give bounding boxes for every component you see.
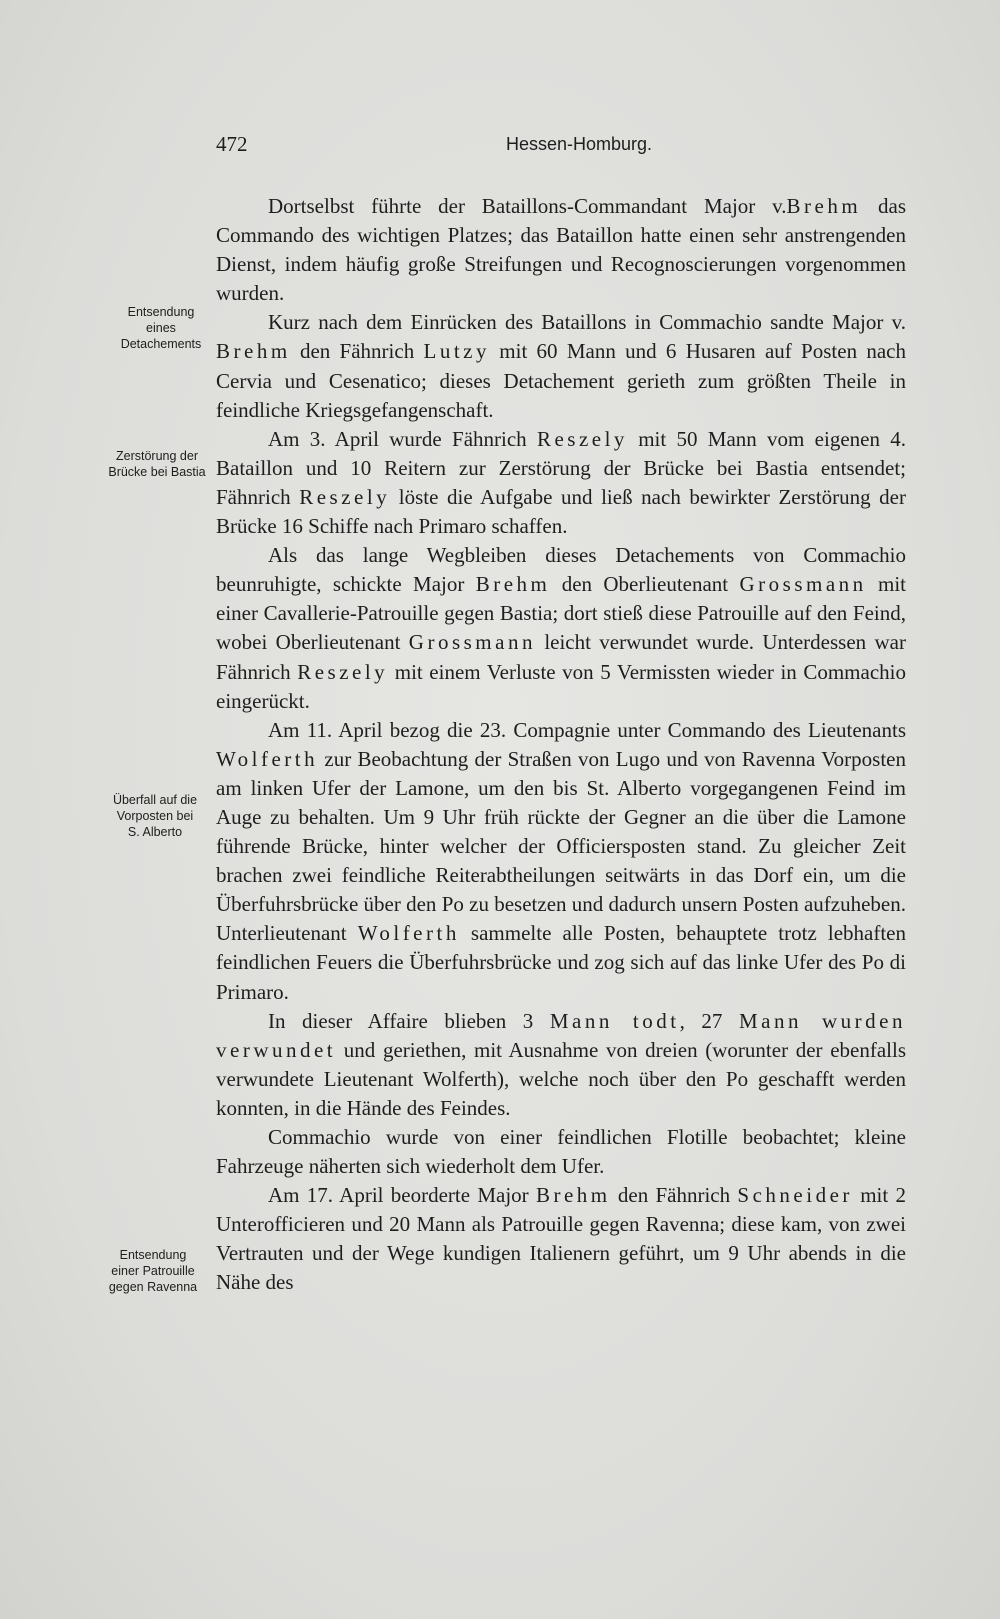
spaced-name: Reszely	[297, 659, 389, 684]
text-run: das Commando des wichtigen Platzes; das Bataillon hatte einen sehr anstrengenden Dienst, indem häufig große Streifungen und Recognoscierungen vorgenommen wurden.	[216, 194, 906, 306]
body-text	[216, 192, 906, 1298]
spaced-name: Brehm	[786, 194, 862, 218]
margin-note-line: Detachements	[120, 337, 202, 351]
page-header	[216, 132, 906, 162]
spaced-text: Mann todt	[549, 1008, 680, 1033]
text-run: , 27	[679, 1008, 739, 1033]
spaced-name: Schneider	[737, 1183, 853, 1208]
margin-note-entsendung-patrouille	[92, 1247, 214, 1295]
text-run: mit 2 Unterofficieren und 20 Mann als Patrouille gegen Ravenna; diese kam, von zwei Vertrauten und der Wege kundigen Italienern geführt, um 9 Uhr abends in die Nähe des	[216, 1183, 906, 1295]
paragraph-4	[216, 541, 906, 716]
page-number: 472	[216, 132, 248, 156]
spaced-name: Lutzy	[423, 339, 490, 364]
text-run: mit einem Verluste von 5 Vermissten wieder in Commachio eingerückt.	[216, 659, 906, 713]
text-run: den Oberlieutenant	[550, 572, 740, 597]
spaced-text: Mann wurden verwundet	[216, 1008, 906, 1062]
text-run: Als das lange Wegbleiben dieses Detachements von Commachio beunruhigte, schickte Major	[216, 543, 906, 597]
text-run: mit 60 Mann und 6 Husaren auf Posten nach Cervia und Cesenatico; dieses Detachement gerieth zum größten Theile in feindliche Kriegsgefangenschaft.	[216, 339, 906, 422]
spaced-name: Brehm	[535, 1183, 611, 1208]
text-run: Am 3. April wurde Fähnrich	[268, 426, 537, 451]
paragraph-6	[216, 1007, 906, 1123]
spaced-name: Brehm	[216, 339, 291, 364]
text-run: zur Beobachtung der Straßen von Lugo und von Ravenna Vorposten am linken Ufer der Lamone, um den bis St. Alberto vorgegangenen Feind im Auge zu behalten. Um 9 Uhr früh rückte der Gegner an die über die Lamone führende Brücke, hinter welcher der Officiersposten stand. Zu gleicher Zeit brachen zwei feindliche Reiterabtheilungen seitwärts in das Dorf ein, um die Überfuhrsbrücke über den Po zu besetzen und dadurch unsern Posten aufzuheben. Unterlieutenant	[216, 746, 906, 946]
paragraph-5	[216, 716, 906, 1007]
margin-note-line: Entsendung	[119, 1248, 187, 1262]
spaced-name: Wolferth	[216, 746, 319, 771]
margin-note-line: Vorposten bei	[116, 809, 194, 823]
text-run: Am 17. April beorderte Major	[268, 1183, 536, 1208]
margin-note-zerstoerung-bruecke	[96, 448, 218, 480]
margin-note-line: einer Patrouille	[111, 1264, 195, 1278]
text-run: den Fähnrich	[290, 339, 424, 364]
margin-note-ueberfall-vorposten	[94, 792, 216, 840]
spaced-name: Reszely	[536, 426, 628, 451]
spaced-name: Grossmann	[739, 572, 867, 597]
margin-note-entsendung-detachement	[100, 304, 222, 352]
text-run: In dieser Affaire blieben 3	[268, 1008, 550, 1033]
spaced-name: Reszely	[299, 484, 391, 509]
margin-note-line: Überfall auf die	[112, 793, 198, 807]
margin-note-line: Brücke bei Bastia	[108, 465, 206, 479]
spaced-name: Brehm	[475, 572, 551, 597]
spaced-name: Wolferth	[357, 921, 460, 946]
paragraph-8	[216, 1181, 906, 1297]
paragraph-7	[216, 1123, 906, 1181]
text-run: Kurz nach dem Einrücken des Bataillons in Commachio sandte Major v.	[268, 310, 906, 335]
paragraph-3	[216, 425, 906, 541]
margin-note-line: Zerstörung der	[116, 449, 198, 463]
margin-note-line: eines	[146, 321, 176, 335]
text-run: Commachio wurde von einer feindlichen Flotille beobachtet; kleine Fahrzeuge näherten sich wiederholt dem Ufer.	[216, 1125, 906, 1179]
margin-note-line: S. Alberto	[127, 825, 183, 839]
text-run: den Fähnrich	[610, 1183, 738, 1208]
paragraph-1	[216, 192, 906, 308]
text-run: sammelte alle Posten, behauptete trotz lebhaften feindlichen Feuers die Überfuhrsbrücke und zog sich auf das linke Ufer des Po di Primaro.	[216, 921, 906, 1004]
text-run: leicht verwundet wurde. Unterdessen war Fähnrich	[216, 630, 906, 684]
text-run: und geriethen, mit Ausnahme von dreien (worunter der ebenfalls verwundete Lieutenant Wolferth), welche noch über den Po geschafft werden konnten, in die Hände des Feindes.	[216, 1037, 906, 1120]
text-run: Am 11. April bezog die 23. Compagnie unter Commando des Lieutenants	[268, 717, 906, 742]
spaced-name: Grossmann	[408, 630, 536, 655]
margin-note-line: Entsendung	[127, 305, 195, 319]
text-run: mit 50 Mann vom eigenen 4. Bataillon und 10 Reitern zur Zerstörung der Brücke bei Bastia entsendet; Fähnrich	[216, 426, 906, 509]
text-run: mit einer Cavallerie-Patrouille gegen Bastia; dort stieß diese Patrouille auf den Feind, wobei Oberlieutenant	[216, 572, 906, 655]
paragraph-2	[216, 308, 906, 424]
running-title: Hessen-Homburg.	[506, 134, 653, 154]
text-run: Dortselbst führte der Bataillons-Commandant Major v.	[268, 194, 787, 218]
margin-note-line: gegen Ravenna	[108, 1280, 198, 1294]
text-run: löste die Aufgabe und ließ nach bewirkter Zerstörung der Brücke 16 Schiffe nach Primaro schaffen.	[216, 484, 906, 539]
